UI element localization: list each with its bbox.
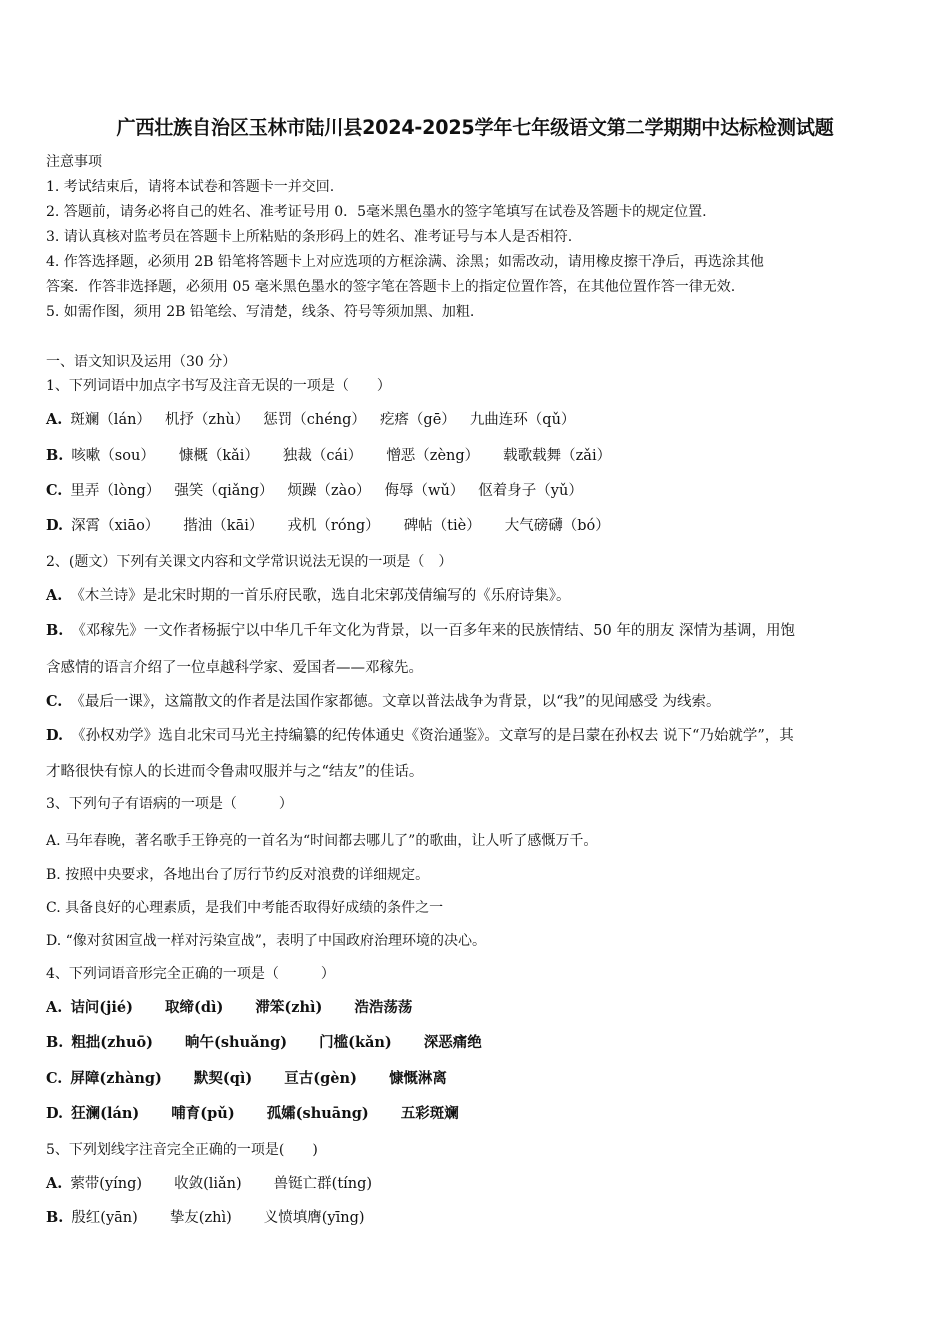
option-label: A. [46, 411, 63, 428]
option-word: 咳嗽（sou） [71, 448, 155, 464]
option-word: 伛着身子（yǔ） [478, 483, 583, 499]
option-word: 默契(qì) [193, 1070, 253, 1087]
question-4-stem: 4、下列词语音形完全正确的一项是（ ） [46, 966, 335, 982]
option-label: B. [46, 447, 64, 464]
question-2-option-b [46, 621, 795, 641]
option-word: 深恶痛绝 [423, 1034, 482, 1051]
option-text: 《木兰诗》是北宋时期的一首乐府民歌，选自北宋郭茂倩编写的《乐府诗集》。 [70, 588, 571, 604]
option-label: A. [46, 1175, 63, 1192]
option-word: 浩浩荡荡 [354, 999, 413, 1016]
option-word: 取缔(dì) [165, 999, 224, 1016]
notice-item: 答案．作答非选择题，必须用 05 毫米黑色墨水的签字笔在答题卡上的指定位置作答，在其他位置作答一律无效. [46, 279, 736, 295]
question-4-option-d [46, 1104, 459, 1124]
option-word: 收敛(liǎn) [174, 1176, 242, 1192]
question-1-option-b [46, 446, 611, 466]
question-2-stem: 2、(题文）下列有关课文内容和文学常识说法无误的一项是（ ） [46, 554, 453, 570]
section-heading: 一、语文知识及运用（30 分） [46, 354, 237, 370]
option-word: 独裁（cái） [282, 448, 363, 464]
option-word: 义愤填膺(yīng) [263, 1210, 365, 1226]
option-label: A. [46, 587, 63, 604]
question-3-option-d: D. “像对贫困宣战一样对污染宣战”，表明了中国政府治理环境的决心。 [46, 933, 486, 949]
question-1-option-c [46, 481, 583, 501]
option-word: 惩罚（chéng） [263, 412, 366, 428]
option-label: B. [46, 1209, 64, 1226]
question-2-option-d-cont: 才略很快有惊人的长进而令鲁肃叹服并与之“结友”的佳话。 [46, 764, 424, 780]
option-label: C. [46, 482, 63, 499]
option-word: 憎恶（zèng） [386, 448, 480, 464]
question-4-option-c [46, 1069, 447, 1089]
option-word: 揩油（kāi） [183, 518, 264, 534]
option-word: 强笑（qiǎng） [174, 483, 274, 499]
option-word: 晌午(shuǎng) [185, 1034, 288, 1051]
question-4-option-a [46, 998, 412, 1018]
question-2-option-c [46, 692, 721, 712]
option-label: B. [46, 1034, 64, 1051]
question-2-option-b-cont: 含感情的语言介绍了一位卓越科学家、爱国者——邓稼先。 [46, 660, 423, 676]
option-word: 狂澜(lán) [71, 1105, 140, 1122]
question-2-option-d [46, 726, 794, 746]
question-4-option-b [46, 1033, 482, 1053]
question-3-stem: 3、下列句子有语病的一项是（ ） [46, 796, 293, 812]
option-word: 挚友(zhì) [169, 1210, 232, 1226]
option-label: C. [46, 1070, 63, 1087]
option-word: 里弄（lòng） [70, 483, 161, 499]
option-word: 慷慨淋离 [388, 1070, 447, 1087]
question-3-option-c: C. 具备良好的心理素质，是我们中考能否取得好成绩的条件之一 [46, 900, 444, 916]
notice-heading: 注意事项 [46, 154, 102, 170]
option-label: C. [46, 693, 63, 710]
option-word: 哺育(pǔ) [171, 1105, 235, 1122]
option-word: 碑帖（tiè） [403, 518, 481, 534]
notice-item: 1. 考试结束后，请将本试卷和答题卡一并交回. [46, 179, 335, 195]
question-5-option-b [46, 1208, 365, 1228]
notice-item: 4. 作答选择题，必须用 2B 铅笔将答题卡上对应选项的方框涂满、涂黑；如需改动，请用橡皮擦干净后，再选涂其他 [46, 254, 764, 270]
option-label: D. [46, 517, 64, 534]
question-3-option-b: B. 按照中央要求，各地出台了厉行节约反对浪费的详细规定。 [46, 867, 430, 883]
option-word: 深霄（xiāo） [71, 518, 160, 534]
option-word: 诘问(jié) [70, 999, 134, 1016]
option-word: 大气磅礴（bó） [504, 518, 610, 534]
question-5-stem: 5、下列划线字注音完全正确的一项是( ) [46, 1142, 318, 1158]
option-word: 萦带(yíng) [70, 1176, 143, 1192]
option-word: 屏障(zhàng) [70, 1070, 162, 1087]
option-text: 《邓稼先》一文作者杨振宁以中华几千年文化为背景，以一百多年来的民族情结、50 年的朋友 深情为基调，用饱 [71, 623, 795, 639]
option-text: 《最后一课》，这篇散文的作者是法国作家都德。文章以普法战争为背景，以“我”的见闻感受 为线索。 [70, 694, 721, 710]
option-label: D. [46, 727, 64, 744]
option-word: 孤孀(shuāng) [266, 1105, 369, 1122]
option-word: 门槛(kǎn) [319, 1034, 392, 1051]
option-word: 戎机（róng） [287, 518, 380, 534]
option-word: 殷红(yān) [71, 1210, 138, 1226]
option-word: 兽铤亡群(tíng) [273, 1176, 373, 1192]
option-word: 斑斓（lán） [70, 412, 151, 428]
option-word: 九曲连环（qǔ） [469, 412, 576, 428]
option-label: D. [46, 1105, 64, 1122]
question-1-stem: 1、下列词语中加点字书写及注音无误的一项是（ ） [46, 378, 391, 394]
option-word: 慷概（kǎi） [178, 448, 259, 464]
question-5-option-a [46, 1174, 372, 1194]
question-1-option-a [46, 410, 575, 430]
option-word: 亘古(gèn) [284, 1070, 357, 1087]
option-word: 烦躁（zào） [287, 483, 371, 499]
notice-item: 2. 答题前，请务必将自己的姓名、准考证号用 0．5毫米黑色墨水的签字笔填写在试卷及答题卡的规定位置. [46, 204, 707, 220]
document-title: 广西壮族自治区玉林市陆川县2024-2025学年七年级语文第二学期期中达标检测试题 [116, 116, 834, 139]
option-word: 机抒（zhù） [164, 412, 250, 428]
notice-item: 3. 请认真核对监考员在答题卡上所粘贴的条形码上的姓名、准考证号与本人是否相符. [46, 229, 573, 245]
question-1-option-d [46, 516, 610, 536]
option-label: A. [46, 999, 63, 1016]
option-word: 滞笨(zhì) [255, 999, 323, 1016]
option-text: 《孙权劝学》选自北宋司马光主持编纂的纪传体通史《资治通鉴》。文章写的是吕蒙在孙权去 说下“乃始就学”，其 [71, 728, 794, 744]
option-word: 五彩斑斓 [400, 1105, 459, 1122]
notice-item: 5. 如需作图，须用 2B 铅笔绘、写清楚，线条、符号等须加黑、加粗. [46, 304, 475, 320]
question-3-option-a: A. 马年春晚，著名歌手王铮亮的一首名为“时间都去哪儿了”的歌曲，让人听了感慨万千。 [46, 833, 598, 849]
option-word: 载歌载舞（zǎi） [503, 448, 612, 464]
option-word: 疙瘩（gē） [379, 412, 456, 428]
option-word: 侮辱（wǔ） [384, 483, 465, 499]
option-label: B. [46, 622, 64, 639]
question-2-option-a [46, 586, 571, 606]
option-word: 粗拙(zhuō) [71, 1034, 154, 1051]
